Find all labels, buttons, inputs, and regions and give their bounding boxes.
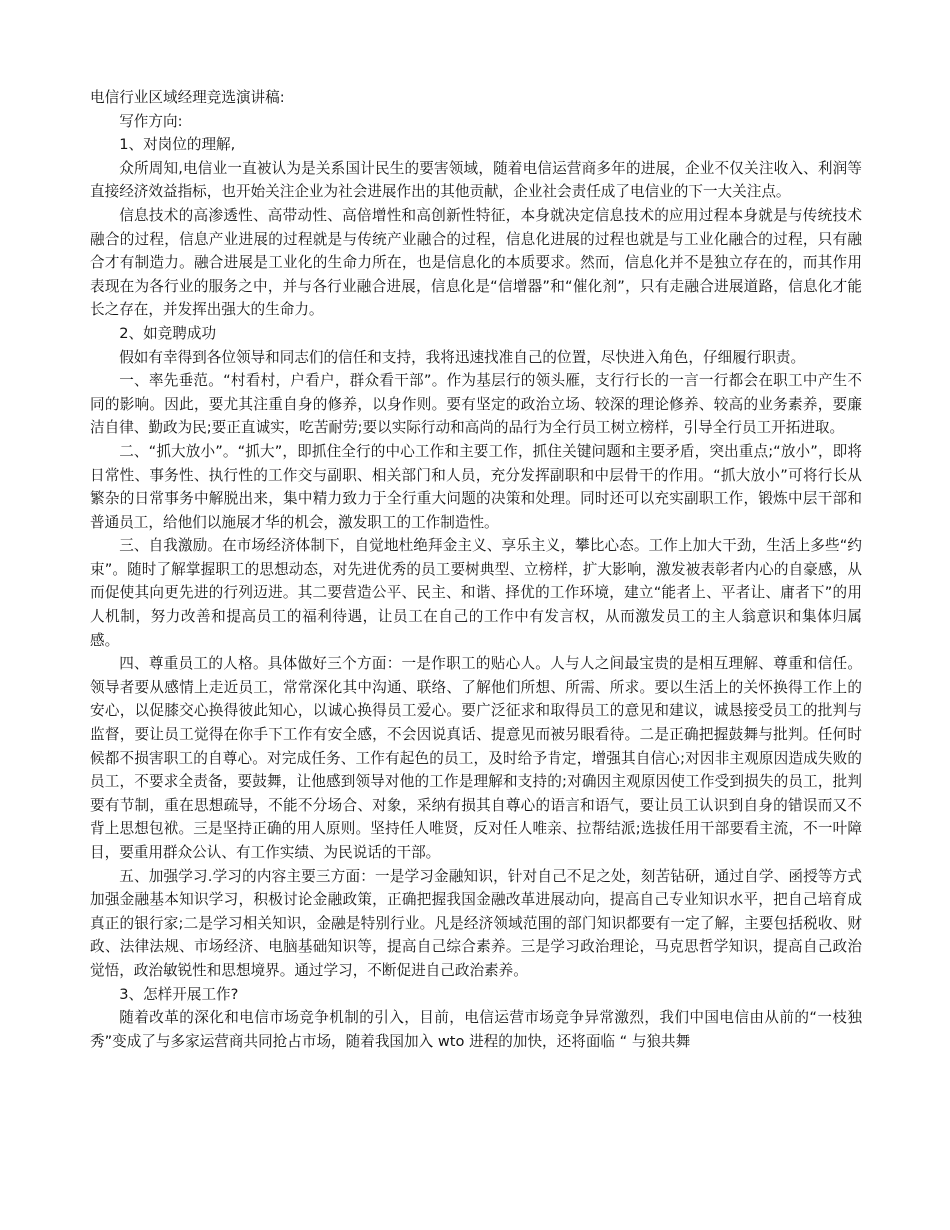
heading-writing-direction: 写作方向: <box>119 112 183 130</box>
paragraph: 随着改革的深化和电信市场竞争机制的引入，目前，电信运营市场竞争异常激烈，我们中国电信由从前的“一枝独秀”变成了与多家运营商共同抢占市场，随着我国加入 wto 进程的加快，还将面临 “ 与狼共舞 <box>90 1009 862 1050</box>
heading-if-successful: 2、如竞聘成功 <box>119 324 217 342</box>
heading-how-to-work: 3、怎样开展工作? <box>119 985 239 1003</box>
paragraph: 一、率先垂范。“村看村，户看户，群众看干部”。作为基层行的领头雁，支行行长的一言一行都会在职工中产生不同的影响。因此，要尤其注重自身的修养，以身作则。要有坚定的政治立场、较深的理论修养、较高的业务素养，要廉洁自律、勤政为民;要正直诚实，吃苦耐劳;要以实际行动和高尚的品行为全行员工树立榜样，引导全行员工开拓进取。 <box>90 372 862 437</box>
paragraph: 三、自我激励。在市场经济体制下，自觉地杜绝拜金主义、享乐主义，攀比心态。工作上加大干劲，生活上多些“约束”。随时了解掌握职工的思想动态，对先进优秀的员工要树典型、立榜样，扩大影响，激发被表彰者内心的自豪感，从而促使其向更先进的行列迈进。其二要营造公平、民主、和谐、择优的工作环境，建立“能者上、平者让、庸者下”的用人机制，努力改善和提高员工的福利待遇，让员工在自己的工作中有发言权，从而激发员工的主人翁意识和集体归属感。 <box>90 537 862 649</box>
heading-understanding-position: 1、对岗位的理解, <box>119 136 236 154</box>
document-title: 电信行业区域经理竞选演讲稿: <box>90 89 285 106</box>
paragraph: 假如有幸得到各位领导和同志们的信任和支持，我将迅速找准自己的位置，尽快进入角色，仔细履行职责。 <box>119 348 806 366</box>
paragraph: 五、加强学习.学习的内容主要三方面：一是学习金融知识，针对自己不足之处，刻苦钻研，通过自学、函授等方式加强金融基本知识学习，积极讨论金融政策，正确把握我国金融改革进展动向，提高自己专业知识水平，把自己培育成真正的银行家;二是学习相关知识，金融是特别行业。凡是经济领域范围的部门知识都要有一定了解，主要包括税收、财政、法律法规、市场经济、电脑基础知识等，提高自己综合素养。三是学习政治理论，马克思哲学知识，提高自己政治觉悟，政治敏锐性和思想境界。通过学习，不断促进自己政治素养。 <box>90 867 862 979</box>
document-body <box>90 86 862 1053</box>
paragraph: 二、“抓大放小”。“抓大”，即抓住全行的中心工作和主要工作，抓住关键问题和主要矛盾，突出重点;“放小”，即将日常性、事务性、执行性的工作交与副职、相关部门和人员，充分发挥副职和中层骨干的作用。“抓大放小”可将行长从繁杂的日常事务中解脱出来，集中精力致力于全行重大问题的决策和处理。同时还可以充实副职工作，锻炼中层干部和普通员工，给他们以施展才华的机会，激发职工的工作制造性。 <box>90 442 862 531</box>
paragraph: 信息技术的高渗透性、高带动性、高倍增性和高创新性特征，本身就决定信息技术的应用过程本身就是与传统技术融合的过程，信息产业进展的过程就是与传统产业融合的过程，信息化进展的过程也就是与工业化融合的过程，只有融合才有制造力。融合进展是工业化的生命力所在，也是信息化的本质要求。然而，信息化并不是独立存在的，而其作用表现在为各行业的服务之中，并与各行业融合进展，信息化是“信增器”和“催化剂”，只有走融合进展道路，信息化才能长之存在，并发挥出强大的生命力。 <box>90 206 862 319</box>
paragraph: 四、尊重员工的人格。具体做好三个方面：一是作职工的贴心人。人与人之间最宝贵的是相互理解、尊重和信任。领导者要从感情上走近员工，常常深化其中沟通、联络、了解他们所想、所需、所求。要以生活上的关怀换得工作上的安心，以促膝交心换得彼此知心，以诚心换得员工爱心。要广泛征求和取得员工的意见和建议，诚恳接受员工的批判与监督，要让员工觉得在你手下工作有安全感，不会因说真话、提意见而被另眼看待。二是正确把握鼓舞与批判。任何时候都不损害职工的自尊心。对完成任务、工作有起色的员工，及时给予肯定，增强其自信心;对因非主观原因造成失败的员工，不要求全责备，要鼓舞，让他感到领导对他的工作是理解和支持的;对确因主观原因使工作受到损失的员工，批判要有节制，重在思想疏导，不能不分场合、对象，采纳有损其自尊心的语言和语气，要让员工认识到自身的错误而又不背上思想包袱。三是坚持正确的用人原则。坚持任人唯贤，反对任人唯亲、拉帮结派;选拔任用干部要看主流，不一叶障目，要重用群众公认、有工作实绩、为民说话的干部。 <box>90 655 862 861</box>
paragraph: 众所周知,电信业一直被认为是关系国计民生的要害领域，随着电信运营商多年的进展，企业不仅关注收入、利润等直接经济效益指标，也开始关注企业为社会进展作出的其他贡献，企业社会责任成了电信业的下一大关注点。 <box>90 159 862 201</box>
